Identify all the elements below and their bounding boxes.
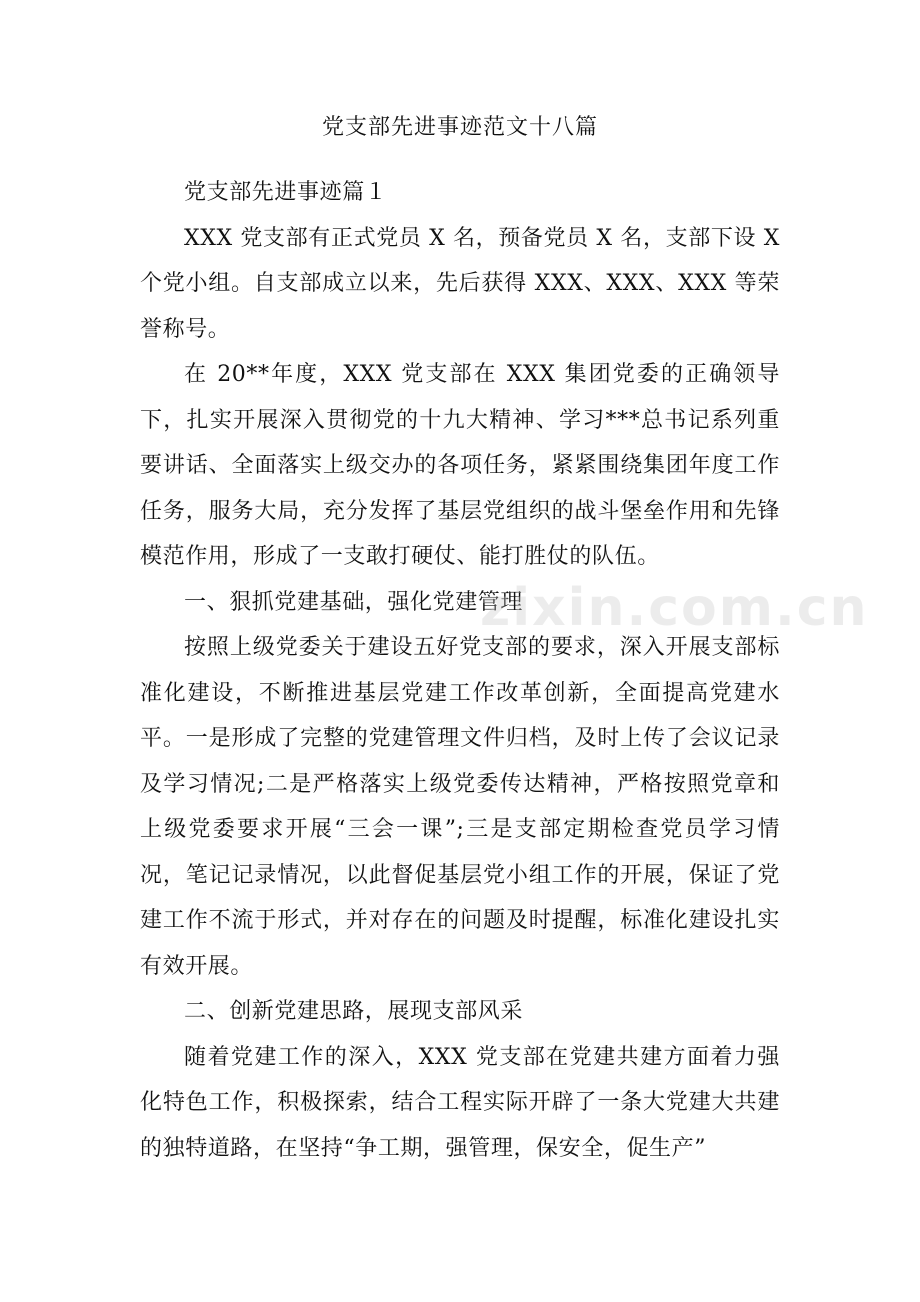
section-heading-article-1: 党支部先进事迹篇１ <box>184 180 388 205</box>
section-heading-2: 二、创新党建思路，展现支部风采 <box>184 999 524 1024</box>
paragraph-section-2: 随着党建工作的深入，XXX 党支部在党建共建方面着力强化特色工作，积极探索，结合工程实际开辟了一条大党建大共建的独特道路，在坚持“争工期，强管理，保安全，促生产” <box>140 1044 780 1161</box>
document-title: 党支部先进事迹范文十八篇 <box>321 115 598 140</box>
paragraph-annual-summary: 在 20**年度，XXX 党支部在 XXX 集团党委的正确领导下，扎实开展深入贯彻党的十九大精神、学习***总书记系列重要讲话、全面落实上级交办的各项任务，紧紧围绕集团年度工作任务，服务大局，充分发挥了基层党组织的战斗堡垒作用和先锋模范作用，形成了一支敢打硬仗、能打胜仗的队伍。 <box>140 362 780 569</box>
paragraph-section-1: 按照上级党委关于建设五好党支部的要求，深入开展支部标准化建设，不断推进基层党建工作改革创新，全面提高党建水平。一是形成了完整的党建管理文件归档，及时上传了会议记录及学习情况;二是严格落实上级党委传达精神，严格按照党章和上级党委要求开展“三会一课”;三是支部定期检查党员学习情况，笔记记录情况，以此督促基层党小组工作的开展，保证了党建工作不流于形式，并对存在的问题及时提醒，标准化建设扎实有效开展。 <box>140 635 780 979</box>
paragraph-intro: XXX 党支部有正式党员 X 名，预备党员 X 名，支部下设 X 个党小组。自支部成立以来，先后获得 XXX、XXX、XXX 等荣誉称号。 <box>140 225 780 342</box>
document-body <box>140 170 780 1171</box>
site-watermark: zixin.com.cn <box>480 578 869 638</box>
section-heading-1: 一、狠抓党建基础，强化党建管理 <box>184 589 524 615</box>
